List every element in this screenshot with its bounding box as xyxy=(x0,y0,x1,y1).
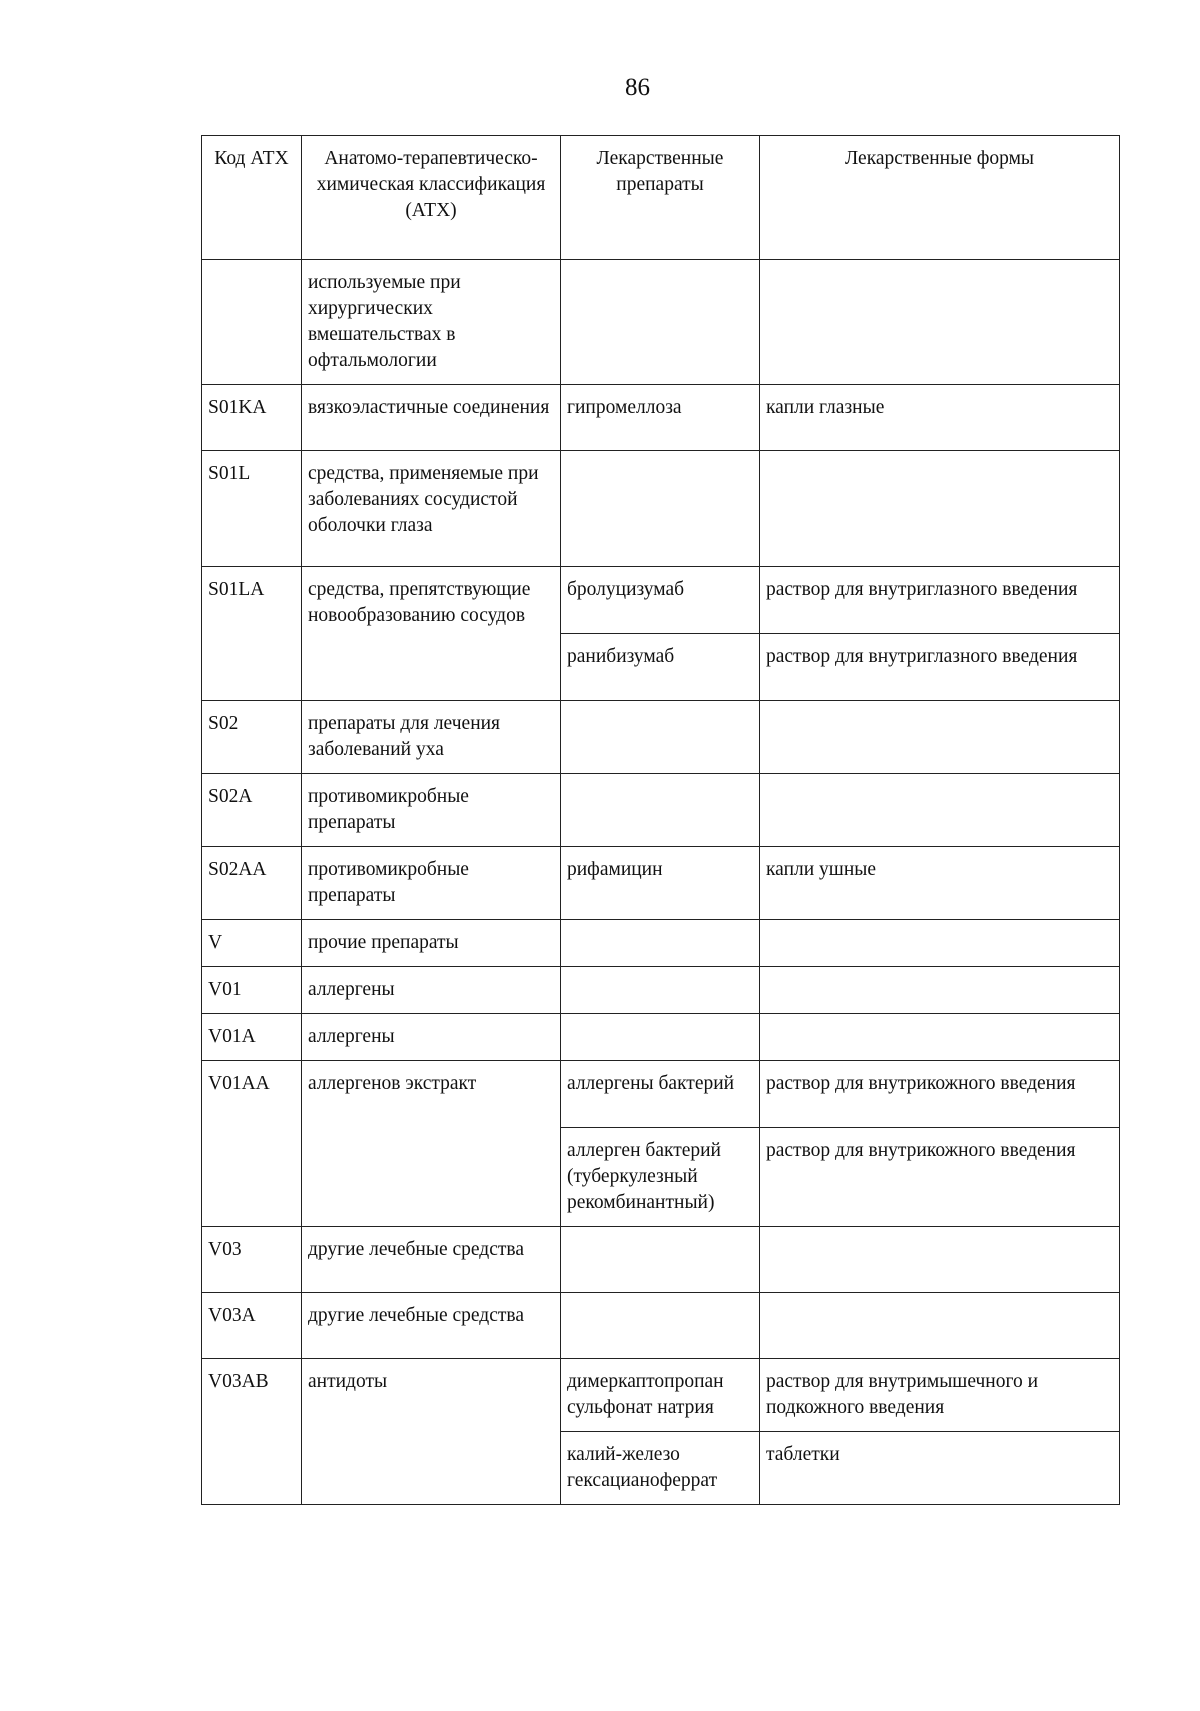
drug-name-cell xyxy=(561,260,760,385)
table-body xyxy=(202,260,1120,1505)
atx-code-cell xyxy=(202,260,302,385)
dosage-form-cell: капли глазные xyxy=(760,385,1120,451)
drug-name-cell xyxy=(561,701,760,774)
drug-name-cell: бролуцизумаб xyxy=(561,567,760,634)
drug-name-cell xyxy=(561,774,760,847)
table-row xyxy=(202,774,1120,847)
atx-code-cell: V03 xyxy=(202,1227,302,1293)
classification-cell: аллергены xyxy=(302,1014,561,1061)
table-row xyxy=(202,451,1120,567)
atx-code-cell: S01L xyxy=(202,451,302,567)
atx-code-cell: V xyxy=(202,920,302,967)
classification-cell: средства, применяемые при заболеваниях сосудистой оболочки глаза xyxy=(302,451,561,567)
header-dosage-forms: Лекарственные формы xyxy=(760,136,1120,260)
dosage-form-cell xyxy=(760,260,1120,385)
table-row xyxy=(202,1227,1120,1293)
classification-cell: другие лечебные средства xyxy=(302,1293,561,1359)
drug-name-cell xyxy=(561,920,760,967)
header-row xyxy=(202,136,1120,260)
atx-code-cell: S02 xyxy=(202,701,302,774)
atx-code-cell: S01KA xyxy=(202,385,302,451)
dosage-form-cell xyxy=(760,1227,1120,1293)
classification-cell: аллергены xyxy=(302,967,561,1014)
atx-code-cell: V01A xyxy=(202,1014,302,1061)
classification-cell: противомикробные препараты xyxy=(302,774,561,847)
page-number: 86 xyxy=(625,74,650,101)
drug-name-cell xyxy=(561,451,760,567)
table-row xyxy=(202,1061,1120,1128)
header-drugs: Лекарственные препараты xyxy=(561,136,760,260)
table-row xyxy=(202,920,1120,967)
atx-code-cell: V01 xyxy=(202,967,302,1014)
atx-code-cell: V03AB xyxy=(202,1359,302,1505)
classification-cell: вязкоэластичные соединения xyxy=(302,385,561,451)
drug-name-cell xyxy=(561,1227,760,1293)
header-classification: Анатомо-терапевтическо-химическая классификация (АТХ) xyxy=(302,136,561,260)
dosage-form-cell: раствор для внутримышечного и подкожного введения xyxy=(760,1359,1120,1432)
classification-cell: прочие препараты xyxy=(302,920,561,967)
drug-name-cell xyxy=(561,1014,760,1061)
atx-code-cell: V01AA xyxy=(202,1061,302,1227)
dosage-form-cell: таблетки xyxy=(760,1432,1120,1505)
dosage-form-cell xyxy=(760,774,1120,847)
drug-name-cell: димеркаптопропан сульфонат натрия xyxy=(561,1359,760,1432)
atx-code-cell: S01LA xyxy=(202,567,302,701)
table-row xyxy=(202,847,1120,920)
dosage-form-cell: раствор для внутрикожного введения xyxy=(760,1128,1120,1227)
drug-name-cell: гипромеллоза xyxy=(561,385,760,451)
dosage-form-cell: капли ушные xyxy=(760,847,1120,920)
dosage-form-cell xyxy=(760,1293,1120,1359)
atx-code-cell: S02A xyxy=(202,774,302,847)
atx-medication-table xyxy=(201,135,1120,1505)
table-row xyxy=(202,567,1120,634)
header-code-atx: Код АТХ xyxy=(202,136,302,260)
dosage-form-cell xyxy=(760,967,1120,1014)
classification-cell: противомикробные препараты xyxy=(302,847,561,920)
table-row xyxy=(202,701,1120,774)
table-row xyxy=(202,967,1120,1014)
table-row xyxy=(202,1359,1120,1432)
drug-name-cell: аллергены бактерий xyxy=(561,1061,760,1128)
drug-name-cell xyxy=(561,967,760,1014)
table-header xyxy=(202,136,1120,260)
dosage-form-cell: раствор для внутрикожного введения xyxy=(760,1061,1120,1128)
drug-name-cell: аллерген бактерий (туберкулезный рекомбинантный) xyxy=(561,1128,760,1227)
dosage-form-cell: раствор для внутриглазного введения xyxy=(760,567,1120,634)
table-row xyxy=(202,260,1120,385)
atx-code-cell: V03A xyxy=(202,1293,302,1359)
classification-cell: другие лечебные средства xyxy=(302,1227,561,1293)
classification-cell: аллергенов экстракт xyxy=(302,1061,561,1227)
dosage-form-cell: раствор для внутриглазного введения xyxy=(760,634,1120,701)
drug-name-cell: ранибизумаб xyxy=(561,634,760,701)
table-row xyxy=(202,1014,1120,1061)
classification-cell: средства, препятствующие новообразованию сосудов xyxy=(302,567,561,701)
classification-cell: используемые при хирургических вмешательствах в офтальмологии xyxy=(302,260,561,385)
classification-cell: препараты для лечения заболеваний уха xyxy=(302,701,561,774)
dosage-form-cell xyxy=(760,1014,1120,1061)
classification-cell: антидоты xyxy=(302,1359,561,1505)
dosage-form-cell xyxy=(760,701,1120,774)
dosage-form-cell xyxy=(760,920,1120,967)
drug-name-cell: рифамицин xyxy=(561,847,760,920)
drug-name-cell: калий-железо гексацианоферрат xyxy=(561,1432,760,1505)
drug-name-cell xyxy=(561,1293,760,1359)
dosage-form-cell xyxy=(760,451,1120,567)
table-row xyxy=(202,1293,1120,1359)
table-row xyxy=(202,385,1120,451)
atx-code-cell: S02AA xyxy=(202,847,302,920)
